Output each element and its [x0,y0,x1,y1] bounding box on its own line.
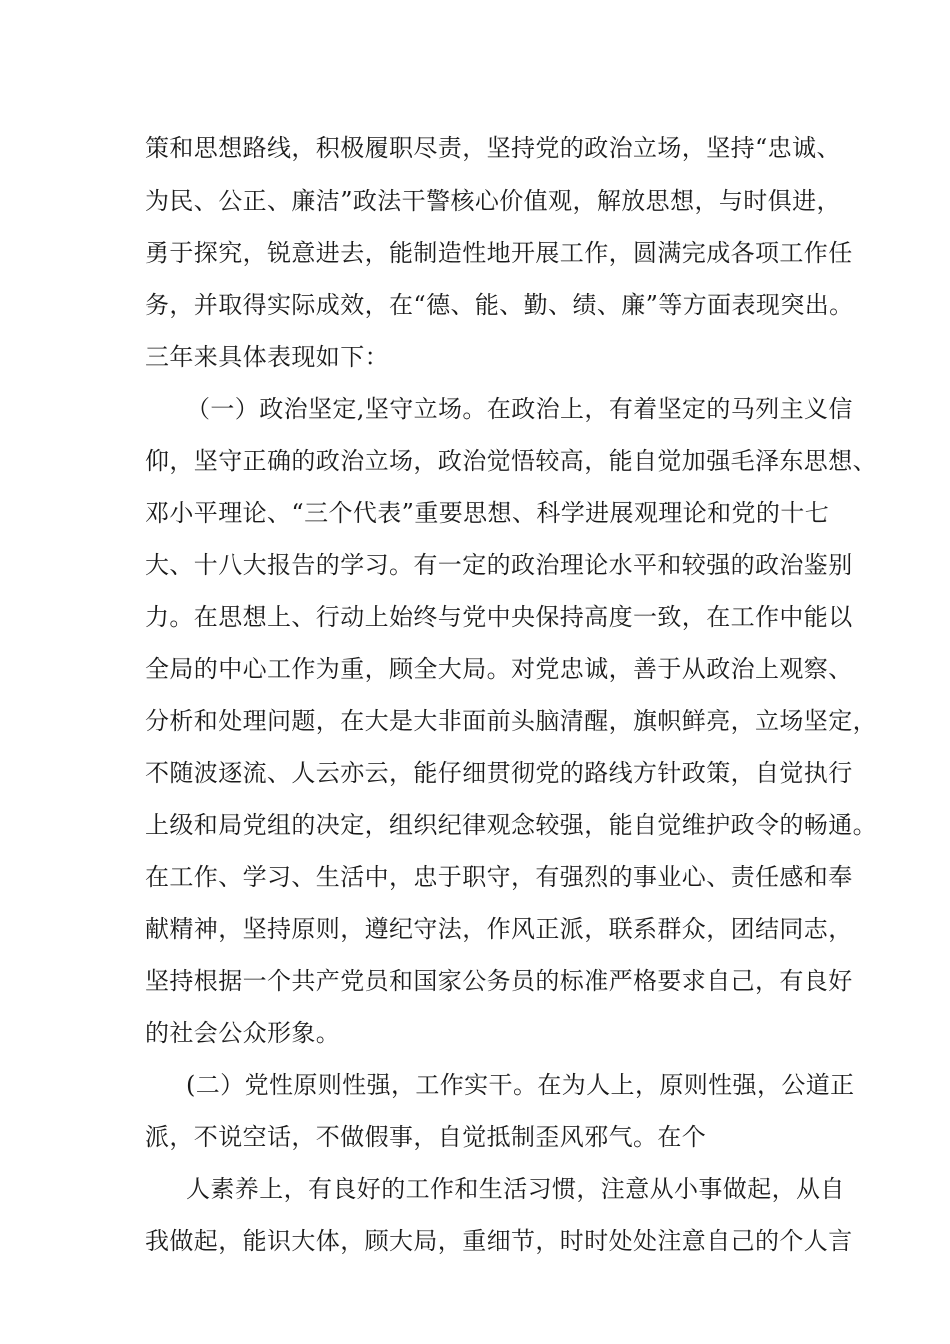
text-line: 全局的中心工作为重，顾全大局。对党忠诚，善于从政治上观察、 [145,655,853,683]
text-line: 派，不说空话，不做假事，自觉抵制歪风邪气。在个 [145,1123,707,1151]
text-line: 不随波逐流、人云亦云，能仔细贯彻党的路线方针政策，自觉执行 [145,759,853,787]
text-line: 三年来具体表现如下： [145,343,389,371]
text-line: 我做起，能识大体，顾大局，重细节，时时处处注意自己的个人言 [145,1227,853,1255]
text-line: 大、十八大报告的学习。有一定的政治理论水平和较强的政治鉴别 [145,551,853,579]
text-line: 邓小平理论、“三个代表”重要思想、科学进展观理论和党的十七 [145,499,830,527]
section-heading-line: （一）政治坚定,坚守立场。在政治上，有着坚定的马列主义信 [186,395,853,423]
text-line: 坚持根据一个共产党员和国家公务员的标准严格要求自己，有良好 [145,967,853,995]
text-line: 上级和局党组的决定，组织纪律观念较强，能自觉维护政令的畅通。 [145,811,877,839]
text-line: 分析和处理问题，在大是大非面前头脑清醒，旗帜鲜亮，立场坚定， [145,707,877,735]
text-line: 的社会公众形象。 [145,1019,341,1047]
text-line: 策和思想路线，积极履职尽责，坚持党的政治立场，坚持“忠诚、 [145,134,841,162]
text-line: 力。在思想上、行动上始终与党中央保持高度一致，在工作中能以 [145,603,853,631]
text-line: 人素养上，有良好的工作和生活习惯，注意从小事做起，从自 [186,1175,845,1203]
text-line: 勇于探究，锐意进去，能制造性地开展工作，圆满完成各项工作任 [145,239,853,267]
text-line: 仰，坚守正确的政治立场，政治觉悟较高，能自觉加强毛泽东思想、 [145,447,877,475]
text-line: 务，并取得实际成效，在“德、能、勤、绩、廉”等方面表现突出。 [145,291,854,319]
text-line: 献精神，坚持原则，遵纪守法，作风正派，联系群众，团结同志， [145,915,853,943]
text-line: 在工作、学习、生活中，忠于职守，有强烈的事业心、责任感和奉 [145,863,853,891]
text-line: 为民、公正、廉洁”政法干警核心价值观，解放思想，与时俱进， [145,187,841,215]
section-heading-line: (二）党性原则性强，工作实干。在为人上，原则性强，公道正 [186,1071,855,1099]
